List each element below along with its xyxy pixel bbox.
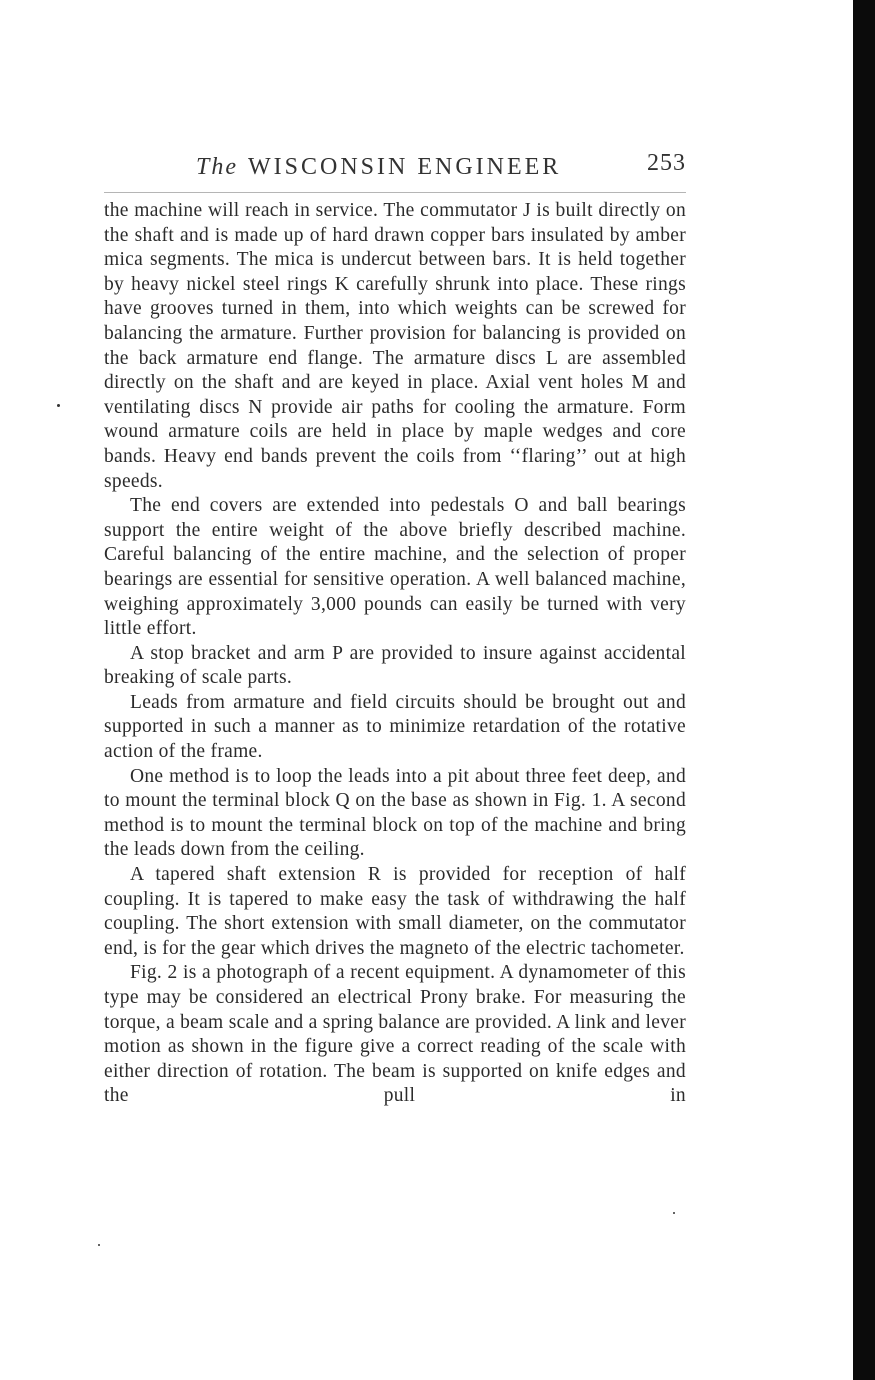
article-body bbox=[104, 199, 686, 1109]
scan-speck bbox=[673, 1212, 675, 1214]
paragraph-leads: Leads from armature and field circuits should be brought out and supported in such a manner as to minimize retardation of the rotative action of the frame. bbox=[104, 691, 686, 763]
journal-title-name: WISCONSIN ENGINEER bbox=[248, 154, 562, 180]
running-header bbox=[196, 150, 686, 186]
journal-title-article: The bbox=[196, 154, 238, 180]
paragraph-terminal-block: One method is to loop the leads into a pit about three feet deep, and to mount the terminal block Q on the base as shown in Fig. 1. A second method is to mount the terminal block on top of the machine and bring the leads down from the ceiling. bbox=[104, 765, 686, 861]
page-number: 253 bbox=[647, 150, 686, 176]
paragraph-armature-construction: the machine will reach in service. The commutator J is built directly on the shaft and is made up of hard drawn copper bars insulated by amber mica segments. The mica is undercut between bars. It is held together by heavy nickel steel rings K carefully shrunk into place. These rings have grooves turned in them, into which weights can be screwed for balancing the armature. Further provision for balancing is provided on the back armature end flange. The armature discs L are assembled directly on the shaft and are keyed in place. Axial vent holes M and ventilating discs N provide air paths for cooling the armature. Form wound armature coils are held in place by maple wedges and core bands. Heavy end bands prevent the coils from ‘‘flaring’’ out at high speeds. bbox=[104, 200, 686, 492]
header-rule bbox=[104, 192, 686, 193]
scan-speck bbox=[57, 404, 60, 407]
scan-border bbox=[853, 0, 875, 1380]
scan-speck bbox=[98, 1244, 100, 1246]
paragraph-fig-2: Fig. 2 is a photograph of a recent equipment. A dynamometer of this type may be considered an electrical Prony brake. For measuring the torque, a beam scale and a spring balance are provided. A link and lever motion as shown in the figure give a correct reading of the scale with either direction of rotation. The beam is supported on knife edges and the pull in bbox=[104, 962, 687, 1107]
paragraph-end-covers: The end covers are extended into pedestals O and ball bearings support the entire weight of the above briefly described machine. Careful balancing of the entire machine, and the selection of proper bearings are essential for sensitive operation. A well balanced machine, weighing approximately 3,000 pounds can easily be turned with very little effort. bbox=[104, 495, 686, 640]
paragraph-stop-bracket: A stop bracket and arm P are provided to insure against accidental breaking of scale parts. bbox=[104, 642, 686, 689]
journal-title bbox=[196, 154, 561, 181]
paragraph-shaft-extension: A tapered shaft extension R is provided for reception of half coupling. It is tapered to make easy the task of withdrawing the half coupling. The short extension with small diameter, on the commutator end, is for the gear which drives the magneto of the electric tachometer. bbox=[104, 864, 686, 959]
